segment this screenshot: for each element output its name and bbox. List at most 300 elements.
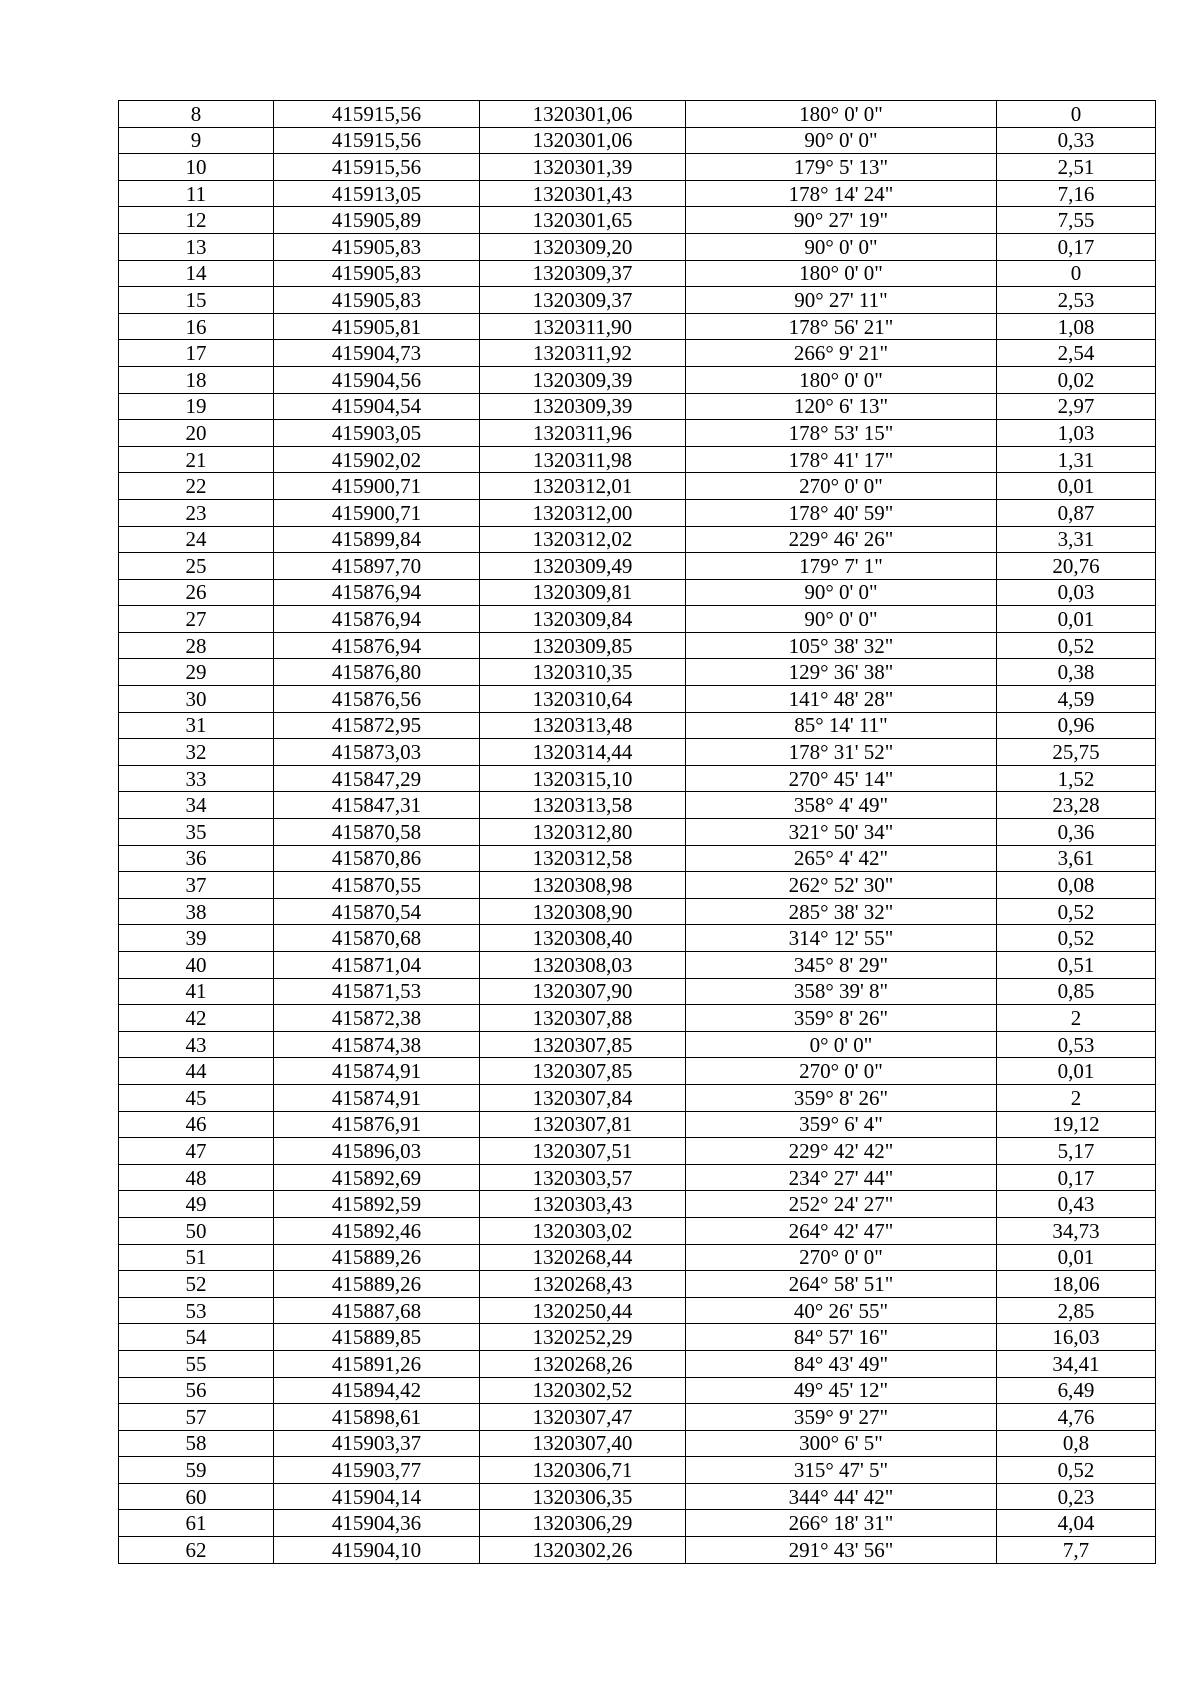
y-coordinate-cell: 1320315,10 <box>480 765 686 792</box>
y-coordinate-cell: 1320308,90 <box>480 898 686 925</box>
x-coordinate-cell: 415876,91 <box>274 1111 480 1138</box>
x-coordinate-cell: 415905,83 <box>274 260 480 287</box>
table-row <box>119 1164 1156 1191</box>
table-row <box>119 101 1156 128</box>
direction-angle-cell: 262° 52' 30" <box>686 872 997 899</box>
direction-angle-cell: 178° 41' 17" <box>686 446 997 473</box>
direction-angle-cell: 129° 36' 38" <box>686 659 997 686</box>
y-coordinate-cell: 1320309,37 <box>480 260 686 287</box>
distance-cell: 4,59 <box>997 686 1156 713</box>
table-row <box>119 1510 1156 1537</box>
distance-cell: 0,01 <box>997 606 1156 633</box>
distance-cell: 0,52 <box>997 1457 1156 1484</box>
point-number-cell: 54 <box>119 1324 274 1351</box>
direction-angle-cell: 264° 42' 47" <box>686 1217 997 1244</box>
point-number-cell: 8 <box>119 101 274 128</box>
y-coordinate-cell: 1320312,00 <box>480 499 686 526</box>
y-coordinate-cell: 1320311,92 <box>480 340 686 367</box>
distance-cell: 4,04 <box>997 1510 1156 1537</box>
table-row <box>119 1084 1156 1111</box>
direction-angle-cell: 90° 0' 0" <box>686 606 997 633</box>
direction-angle-cell: 358° 39' 8" <box>686 978 997 1005</box>
distance-cell: 18,06 <box>997 1271 1156 1298</box>
point-number-cell: 56 <box>119 1377 274 1404</box>
x-coordinate-cell: 415903,05 <box>274 420 480 447</box>
point-number-cell: 28 <box>119 632 274 659</box>
y-coordinate-cell: 1320313,58 <box>480 792 686 819</box>
table-row <box>119 1430 1156 1457</box>
x-coordinate-cell: 415902,02 <box>274 446 480 473</box>
direction-angle-cell: 85° 14' 11" <box>686 712 997 739</box>
y-coordinate-cell: 1320310,35 <box>480 659 686 686</box>
y-coordinate-cell: 1320303,57 <box>480 1164 686 1191</box>
point-number-cell: 45 <box>119 1084 274 1111</box>
direction-angle-cell: 178° 56' 21" <box>686 313 997 340</box>
y-coordinate-cell: 1320308,03 <box>480 952 686 979</box>
point-number-cell: 42 <box>119 1005 274 1032</box>
point-number-cell: 47 <box>119 1138 274 1165</box>
x-coordinate-cell: 415905,89 <box>274 207 480 234</box>
direction-angle-cell: 178° 40' 59" <box>686 499 997 526</box>
point-number-cell: 50 <box>119 1217 274 1244</box>
distance-cell: 1,08 <box>997 313 1156 340</box>
direction-angle-cell: 229° 42' 42" <box>686 1138 997 1165</box>
x-coordinate-cell: 415870,68 <box>274 925 480 952</box>
y-coordinate-cell: 1320302,52 <box>480 1377 686 1404</box>
distance-cell: 0,01 <box>997 473 1156 500</box>
x-coordinate-cell: 415889,26 <box>274 1271 480 1298</box>
y-coordinate-cell: 1320301,39 <box>480 154 686 181</box>
x-coordinate-cell: 415892,59 <box>274 1191 480 1218</box>
table-row <box>119 579 1156 606</box>
table-row <box>119 606 1156 633</box>
point-number-cell: 29 <box>119 659 274 686</box>
direction-angle-cell: 49° 45' 12" <box>686 1377 997 1404</box>
point-number-cell: 40 <box>119 952 274 979</box>
point-number-cell: 60 <box>119 1483 274 1510</box>
y-coordinate-cell: 1320301,06 <box>480 101 686 128</box>
distance-cell: 0,85 <box>997 978 1156 1005</box>
distance-cell: 0,53 <box>997 1031 1156 1058</box>
distance-cell: 0,01 <box>997 1058 1156 1085</box>
distance-cell: 0,17 <box>997 1164 1156 1191</box>
point-number-cell: 58 <box>119 1430 274 1457</box>
x-coordinate-cell: 415900,71 <box>274 473 480 500</box>
table-row <box>119 1244 1156 1271</box>
table-row <box>119 1005 1156 1032</box>
x-coordinate-cell: 415899,84 <box>274 526 480 553</box>
x-coordinate-cell: 415904,36 <box>274 1510 480 1537</box>
table-row <box>119 1138 1156 1165</box>
point-number-cell: 59 <box>119 1457 274 1484</box>
table-row <box>119 898 1156 925</box>
table-row <box>119 925 1156 952</box>
table-row <box>119 526 1156 553</box>
x-coordinate-cell: 415904,14 <box>274 1483 480 1510</box>
table-row <box>119 1537 1156 1564</box>
y-coordinate-cell: 1320309,84 <box>480 606 686 633</box>
x-coordinate-cell: 415892,69 <box>274 1164 480 1191</box>
distance-cell: 20,76 <box>997 553 1156 580</box>
x-coordinate-cell: 415876,80 <box>274 659 480 686</box>
distance-cell: 0,52 <box>997 632 1156 659</box>
point-number-cell: 22 <box>119 473 274 500</box>
x-coordinate-cell: 415887,68 <box>274 1297 480 1324</box>
y-coordinate-cell: 1320268,43 <box>480 1271 686 1298</box>
y-coordinate-cell: 1320302,26 <box>480 1537 686 1564</box>
y-coordinate-cell: 1320314,44 <box>480 739 686 766</box>
table-row <box>119 1217 1156 1244</box>
y-coordinate-cell: 1320311,90 <box>480 313 686 340</box>
y-coordinate-cell: 1320307,81 <box>480 1111 686 1138</box>
direction-angle-cell: 359° 8' 26" <box>686 1005 997 1032</box>
distance-cell: 34,41 <box>997 1350 1156 1377</box>
y-coordinate-cell: 1320309,49 <box>480 553 686 580</box>
y-coordinate-cell: 1320306,71 <box>480 1457 686 1484</box>
direction-angle-cell: 252° 24' 27" <box>686 1191 997 1218</box>
direction-angle-cell: 90° 0' 0" <box>686 233 997 260</box>
distance-cell: 0,08 <box>997 872 1156 899</box>
y-coordinate-cell: 1320303,02 <box>480 1217 686 1244</box>
direction-angle-cell: 0° 0' 0" <box>686 1031 997 1058</box>
table-row <box>119 393 1156 420</box>
table-row <box>119 765 1156 792</box>
direction-angle-cell: 359° 9' 27" <box>686 1404 997 1431</box>
y-coordinate-cell: 1320307,88 <box>480 1005 686 1032</box>
y-coordinate-cell: 1320310,64 <box>480 686 686 713</box>
x-coordinate-cell: 415872,38 <box>274 1005 480 1032</box>
direction-angle-cell: 178° 31' 52" <box>686 739 997 766</box>
direction-angle-cell: 105° 38' 32" <box>686 632 997 659</box>
table-row <box>119 978 1156 1005</box>
y-coordinate-cell: 1320307,85 <box>480 1058 686 1085</box>
distance-cell: 0,23 <box>997 1483 1156 1510</box>
y-coordinate-cell: 1320307,85 <box>480 1031 686 1058</box>
point-number-cell: 33 <box>119 765 274 792</box>
direction-angle-cell: 90° 27' 19" <box>686 207 997 234</box>
point-number-cell: 48 <box>119 1164 274 1191</box>
x-coordinate-cell: 415870,58 <box>274 819 480 846</box>
table-row <box>119 632 1156 659</box>
point-number-cell: 16 <box>119 313 274 340</box>
direction-angle-cell: 344° 44' 42" <box>686 1483 997 1510</box>
y-coordinate-cell: 1320312,80 <box>480 819 686 846</box>
y-coordinate-cell: 1320307,47 <box>480 1404 686 1431</box>
table-row <box>119 1377 1156 1404</box>
direction-angle-cell: 180° 0' 0" <box>686 260 997 287</box>
table-row <box>119 739 1156 766</box>
direction-angle-cell: 315° 47' 5" <box>686 1457 997 1484</box>
point-number-cell: 31 <box>119 712 274 739</box>
y-coordinate-cell: 1320312,02 <box>480 526 686 553</box>
point-number-cell: 19 <box>119 393 274 420</box>
x-coordinate-cell: 415874,38 <box>274 1031 480 1058</box>
point-number-cell: 37 <box>119 872 274 899</box>
distance-cell: 0,33 <box>997 127 1156 154</box>
point-number-cell: 18 <box>119 366 274 393</box>
direction-angle-cell: 291° 43' 56" <box>686 1537 997 1564</box>
coordinates-table-body <box>119 101 1156 1564</box>
point-number-cell: 34 <box>119 792 274 819</box>
distance-cell: 7,7 <box>997 1537 1156 1564</box>
direction-angle-cell: 266° 18' 31" <box>686 1510 997 1537</box>
direction-angle-cell: 345° 8' 29" <box>686 952 997 979</box>
direction-angle-cell: 265° 4' 42" <box>686 845 997 872</box>
x-coordinate-cell: 415904,10 <box>274 1537 480 1564</box>
distance-cell: 3,31 <box>997 526 1156 553</box>
table-row <box>119 1271 1156 1298</box>
y-coordinate-cell: 1320301,65 <box>480 207 686 234</box>
x-coordinate-cell: 415870,54 <box>274 898 480 925</box>
distance-cell: 1,52 <box>997 765 1156 792</box>
distance-cell: 2 <box>997 1084 1156 1111</box>
direction-angle-cell: 285° 38' 32" <box>686 898 997 925</box>
direction-angle-cell: 120° 6' 13" <box>686 393 997 420</box>
point-number-cell: 62 <box>119 1537 274 1564</box>
point-number-cell: 24 <box>119 526 274 553</box>
x-coordinate-cell: 415876,94 <box>274 579 480 606</box>
table-row <box>119 845 1156 872</box>
x-coordinate-cell: 415870,55 <box>274 872 480 899</box>
x-coordinate-cell: 415874,91 <box>274 1058 480 1085</box>
y-coordinate-cell: 1320309,85 <box>480 632 686 659</box>
distance-cell: 6,49 <box>997 1377 1156 1404</box>
y-coordinate-cell: 1320309,81 <box>480 579 686 606</box>
direction-angle-cell: 314° 12' 55" <box>686 925 997 952</box>
direction-angle-cell: 84° 57' 16" <box>686 1324 997 1351</box>
x-coordinate-cell: 415896,03 <box>274 1138 480 1165</box>
table-row <box>119 1031 1156 1058</box>
distance-cell: 19,12 <box>997 1111 1156 1138</box>
distance-cell: 2,53 <box>997 287 1156 314</box>
distance-cell: 23,28 <box>997 792 1156 819</box>
distance-cell: 4,76 <box>997 1404 1156 1431</box>
table-row <box>119 1483 1156 1510</box>
distance-cell: 1,31 <box>997 446 1156 473</box>
point-number-cell: 12 <box>119 207 274 234</box>
x-coordinate-cell: 415915,56 <box>274 127 480 154</box>
table-row <box>119 1111 1156 1138</box>
y-coordinate-cell: 1320313,48 <box>480 712 686 739</box>
distance-cell: 0,43 <box>997 1191 1156 1218</box>
direction-angle-cell: 178° 14' 24" <box>686 180 997 207</box>
x-coordinate-cell: 415915,56 <box>274 154 480 181</box>
point-number-cell: 55 <box>119 1350 274 1377</box>
x-coordinate-cell: 415913,05 <box>274 180 480 207</box>
coordinates-table <box>118 100 1156 1564</box>
table-row <box>119 313 1156 340</box>
y-coordinate-cell: 1320309,20 <box>480 233 686 260</box>
distance-cell: 0,96 <box>997 712 1156 739</box>
table-row <box>119 819 1156 846</box>
distance-cell: 5,17 <box>997 1138 1156 1165</box>
table-row <box>119 420 1156 447</box>
table-row <box>119 340 1156 367</box>
y-coordinate-cell: 1320311,96 <box>480 420 686 447</box>
y-coordinate-cell: 1320268,44 <box>480 1244 686 1271</box>
distance-cell: 0,52 <box>997 925 1156 952</box>
distance-cell: 0,02 <box>997 366 1156 393</box>
distance-cell: 2,97 <box>997 393 1156 420</box>
table-row <box>119 1297 1156 1324</box>
distance-cell: 2 <box>997 1005 1156 1032</box>
direction-angle-cell: 179° 5' 13" <box>686 154 997 181</box>
point-number-cell: 53 <box>119 1297 274 1324</box>
x-coordinate-cell: 415871,53 <box>274 978 480 1005</box>
point-number-cell: 41 <box>119 978 274 1005</box>
y-coordinate-cell: 1320308,40 <box>480 925 686 952</box>
direction-angle-cell: 270° 0' 0" <box>686 473 997 500</box>
x-coordinate-cell: 415905,81 <box>274 313 480 340</box>
point-number-cell: 9 <box>119 127 274 154</box>
x-coordinate-cell: 415905,83 <box>274 233 480 260</box>
distance-cell: 7,16 <box>997 180 1156 207</box>
table-row <box>119 127 1156 154</box>
point-number-cell: 25 <box>119 553 274 580</box>
table-row <box>119 207 1156 234</box>
table-row <box>119 366 1156 393</box>
x-coordinate-cell: 415897,70 <box>274 553 480 580</box>
x-coordinate-cell: 415876,94 <box>274 606 480 633</box>
table-row <box>119 154 1156 181</box>
x-coordinate-cell: 415847,29 <box>274 765 480 792</box>
y-coordinate-cell: 1320303,43 <box>480 1191 686 1218</box>
table-row <box>119 180 1156 207</box>
direction-angle-cell: 90° 0' 0" <box>686 127 997 154</box>
x-coordinate-cell: 415871,04 <box>274 952 480 979</box>
x-coordinate-cell: 415889,26 <box>274 1244 480 1271</box>
distance-cell: 0,36 <box>997 819 1156 846</box>
table-row <box>119 1324 1156 1351</box>
direction-angle-cell: 266° 9' 21" <box>686 340 997 367</box>
y-coordinate-cell: 1320268,26 <box>480 1350 686 1377</box>
point-number-cell: 39 <box>119 925 274 952</box>
direction-angle-cell: 358° 4' 49" <box>686 792 997 819</box>
y-coordinate-cell: 1320309,39 <box>480 366 686 393</box>
point-number-cell: 27 <box>119 606 274 633</box>
point-number-cell: 35 <box>119 819 274 846</box>
direction-angle-cell: 359° 8' 26" <box>686 1084 997 1111</box>
y-coordinate-cell: 1320311,98 <box>480 446 686 473</box>
point-number-cell: 26 <box>119 579 274 606</box>
x-coordinate-cell: 415876,94 <box>274 632 480 659</box>
distance-cell: 25,75 <box>997 739 1156 766</box>
point-number-cell: 21 <box>119 446 274 473</box>
x-coordinate-cell: 415874,91 <box>274 1084 480 1111</box>
direction-angle-cell: 178° 53' 15" <box>686 420 997 447</box>
table-row <box>119 233 1156 260</box>
distance-cell: 1,03 <box>997 420 1156 447</box>
direction-angle-cell: 40° 26' 55" <box>686 1297 997 1324</box>
x-coordinate-cell: 415889,85 <box>274 1324 480 1351</box>
point-number-cell: 57 <box>119 1404 274 1431</box>
direction-angle-cell: 234° 27' 44" <box>686 1164 997 1191</box>
distance-cell: 0,87 <box>997 499 1156 526</box>
distance-cell: 0,03 <box>997 579 1156 606</box>
distance-cell: 0,17 <box>997 233 1156 260</box>
point-number-cell: 11 <box>119 180 274 207</box>
point-number-cell: 46 <box>119 1111 274 1138</box>
direction-angle-cell: 90° 27' 11" <box>686 287 997 314</box>
distance-cell: 0,8 <box>997 1430 1156 1457</box>
y-coordinate-cell: 1320307,84 <box>480 1084 686 1111</box>
x-coordinate-cell: 415904,54 <box>274 393 480 420</box>
y-coordinate-cell: 1320306,29 <box>480 1510 686 1537</box>
table-row <box>119 712 1156 739</box>
x-coordinate-cell: 415903,37 <box>274 1430 480 1457</box>
distance-cell: 3,61 <box>997 845 1156 872</box>
x-coordinate-cell: 415847,31 <box>274 792 480 819</box>
table-row <box>119 659 1156 686</box>
distance-cell: 7,55 <box>997 207 1156 234</box>
y-coordinate-cell: 1320250,44 <box>480 1297 686 1324</box>
point-number-cell: 49 <box>119 1191 274 1218</box>
x-coordinate-cell: 415872,95 <box>274 712 480 739</box>
point-number-cell: 43 <box>119 1031 274 1058</box>
table-row <box>119 686 1156 713</box>
y-coordinate-cell: 1320307,90 <box>480 978 686 1005</box>
table-row <box>119 1457 1156 1484</box>
point-number-cell: 23 <box>119 499 274 526</box>
y-coordinate-cell: 1320307,51 <box>480 1138 686 1165</box>
y-coordinate-cell: 1320309,39 <box>480 393 686 420</box>
direction-angle-cell: 180° 0' 0" <box>686 101 997 128</box>
table-row <box>119 287 1156 314</box>
y-coordinate-cell: 1320306,35 <box>480 1483 686 1510</box>
direction-angle-cell: 359° 6' 4" <box>686 1111 997 1138</box>
point-number-cell: 13 <box>119 233 274 260</box>
distance-cell: 0,51 <box>997 952 1156 979</box>
distance-cell: 0,52 <box>997 898 1156 925</box>
distance-cell: 0 <box>997 101 1156 128</box>
x-coordinate-cell: 415876,56 <box>274 686 480 713</box>
x-coordinate-cell: 415903,77 <box>274 1457 480 1484</box>
x-coordinate-cell: 415905,83 <box>274 287 480 314</box>
point-number-cell: 30 <box>119 686 274 713</box>
direction-angle-cell: 321° 50' 34" <box>686 819 997 846</box>
x-coordinate-cell: 415892,46 <box>274 1217 480 1244</box>
point-number-cell: 10 <box>119 154 274 181</box>
x-coordinate-cell: 415904,73 <box>274 340 480 367</box>
point-number-cell: 44 <box>119 1058 274 1085</box>
table-row <box>119 260 1156 287</box>
point-number-cell: 51 <box>119 1244 274 1271</box>
distance-cell: 0 <box>997 260 1156 287</box>
point-number-cell: 61 <box>119 1510 274 1537</box>
table-row <box>119 792 1156 819</box>
y-coordinate-cell: 1320312,58 <box>480 845 686 872</box>
point-number-cell: 14 <box>119 260 274 287</box>
y-coordinate-cell: 1320307,40 <box>480 1430 686 1457</box>
direction-angle-cell: 264° 58' 51" <box>686 1271 997 1298</box>
x-coordinate-cell: 415870,86 <box>274 845 480 872</box>
direction-angle-cell: 270° 0' 0" <box>686 1058 997 1085</box>
direction-angle-cell: 180° 0' 0" <box>686 366 997 393</box>
table-row <box>119 1191 1156 1218</box>
distance-cell: 0,01 <box>997 1244 1156 1271</box>
direction-angle-cell: 90° 0' 0" <box>686 579 997 606</box>
distance-cell: 2,54 <box>997 340 1156 367</box>
direction-angle-cell: 141° 48' 28" <box>686 686 997 713</box>
distance-cell: 2,85 <box>997 1297 1156 1324</box>
y-coordinate-cell: 1320312,01 <box>480 473 686 500</box>
distance-cell: 34,73 <box>997 1217 1156 1244</box>
y-coordinate-cell: 1320308,98 <box>480 872 686 899</box>
y-coordinate-cell: 1320301,06 <box>480 127 686 154</box>
point-number-cell: 32 <box>119 739 274 766</box>
x-coordinate-cell: 415894,42 <box>274 1377 480 1404</box>
direction-angle-cell: 84° 43' 49" <box>686 1350 997 1377</box>
